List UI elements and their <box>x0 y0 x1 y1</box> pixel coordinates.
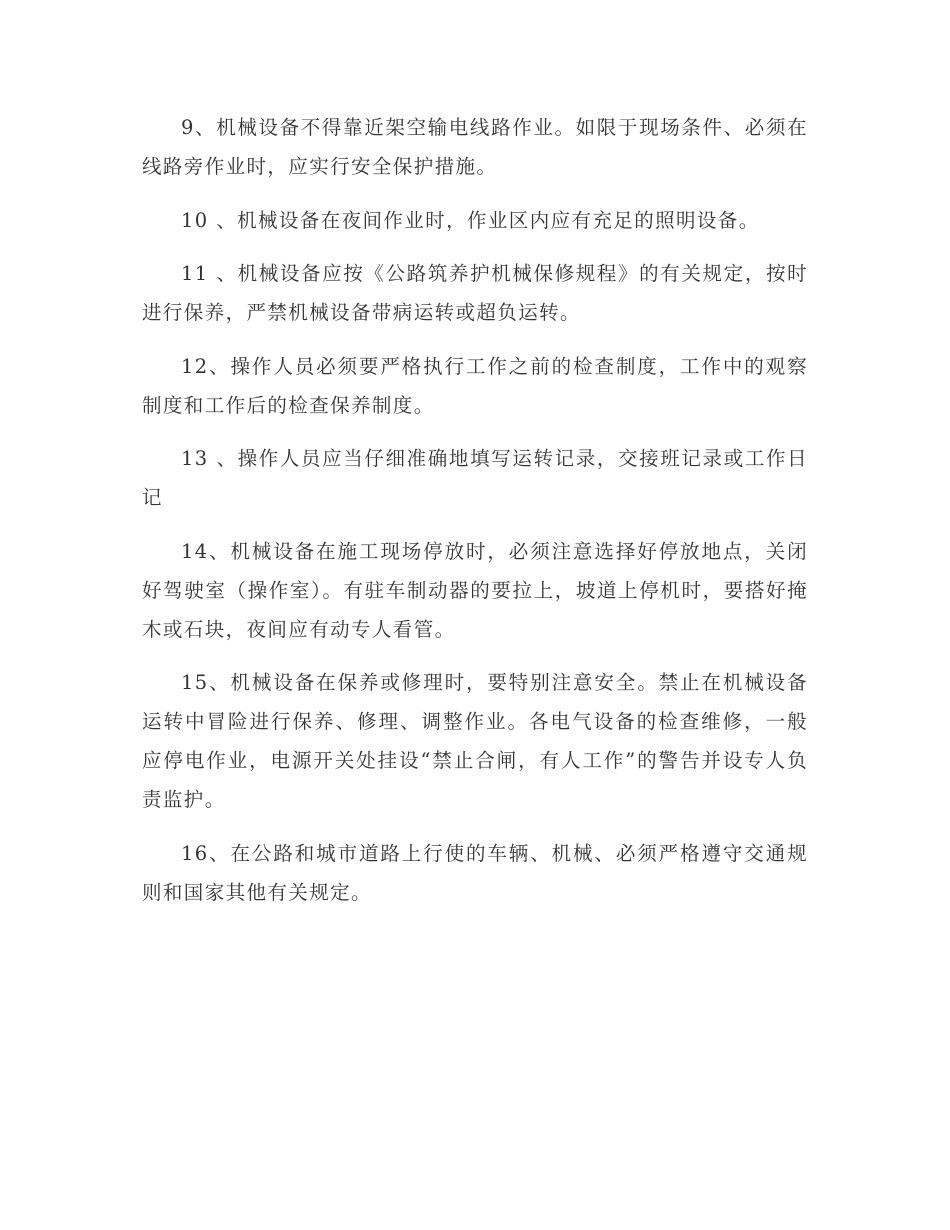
document-body <box>142 108 808 926</box>
paragraph-item-16: 16、在公路和城市道路上行使的车辆、机械、必须严格遵守交通规则和国家其他有关规定。 <box>142 841 808 904</box>
paragraph-item-9: 9、机械设备不得靠近架空输电线路作业。如限于现场条件、必须在线路旁作业时，应实行安全保护措施。 <box>142 116 808 178</box>
paragraph-item-13: 13 、操作人员应当仔细准确地填写运转记录，交接班记录或工作日记 <box>142 447 808 509</box>
paragraph-item-10: 10 、机械设备在夜间作业时，作业区内应有充足的照明设备。 <box>181 208 760 232</box>
paragraph-item-11: 11 、机械设备应按《公路筑养护机械保修规程》的有关规定，按时进行保养，严禁机械设备带病运转或超负运转。 <box>142 262 808 324</box>
paragraph-item-12: 12、操作人员必须要严格执行工作之前的检查制度，工作中的观察制度和工作后的检查保养制度。 <box>142 354 808 417</box>
paragraph-item-15: 15、机械设备在保养或修理时，要特别注意安全。禁止在机械设备运转中冒险进行保养、修理、调整作业。各电气设备的检查维修，一般应停电作业，电源开关处挂设“禁止合闸，有人工作”的警告并设专人负责监护。 <box>142 671 808 811</box>
paragraph-item-14: 14、机械设备在施工现场停放时，必须注意选择好停放地点，关闭好驾驶室（操作室）。有驻车制动器的要拉上，坡道上停机时，要搭好掩木或石块，夜间应有动专人看管。 <box>142 539 808 641</box>
